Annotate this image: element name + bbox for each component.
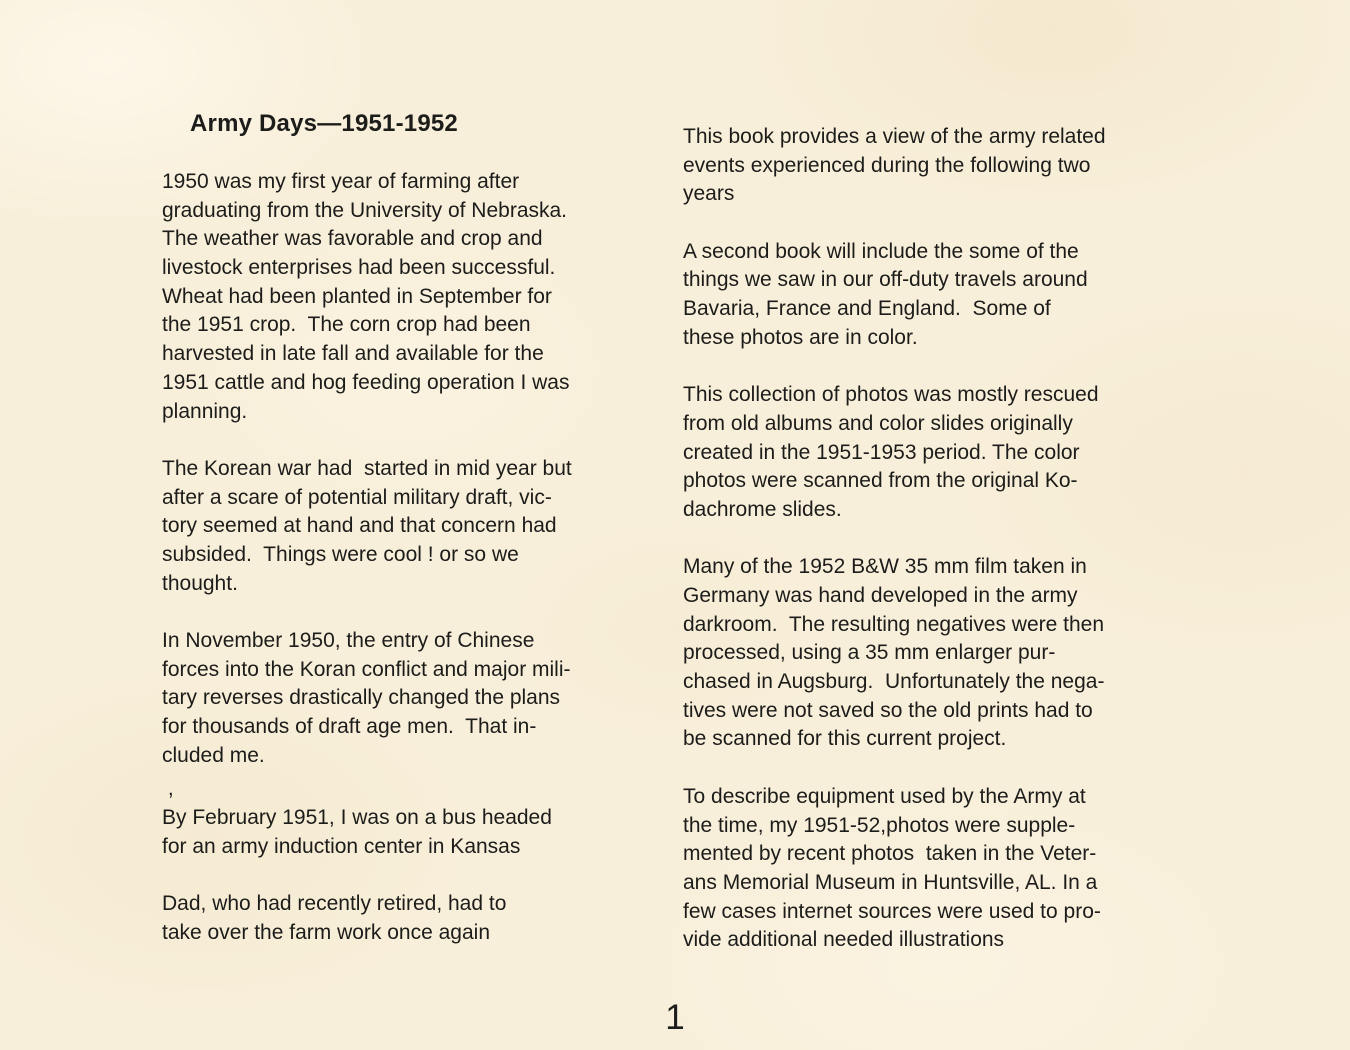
text-line: chased in Augsburg. Unfortunately the nega- (683, 670, 1105, 694)
text-line: dachrome slides. (683, 497, 842, 521)
text-line: events experienced during the following two (683, 153, 1091, 177)
text-line: cluded me. (162, 743, 265, 767)
paragraph (683, 123, 1203, 209)
text-line: The weather was favorable and crop and (162, 227, 543, 251)
text-line: By February 1951, I was on a bus headed (162, 806, 552, 830)
text-line: thought. (162, 571, 238, 595)
text-line: tary reverses drastically changed the plans (162, 686, 561, 710)
right-column (683, 123, 1203, 955)
paragraph (162, 455, 667, 598)
text-line: created in the 1951-1953 period. The color (683, 440, 1080, 464)
text-line: be scanned for this current project. (683, 727, 1007, 751)
paragraph (683, 553, 1203, 754)
text-line: things we saw in our off-duty travels around (683, 268, 1088, 292)
text-line: To describe equipment used by the Army at (683, 784, 1086, 808)
text-line: vide additional needed illustrations (683, 928, 1005, 952)
text-line: In November 1950, the entry of Chinese (162, 629, 535, 652)
text-line: A second book will include the some of the (683, 239, 1079, 263)
page-title: Army Days—1951-1952 (190, 110, 458, 137)
left-column (162, 168, 667, 948)
text-line: tory seemed at hand and that concern had (162, 514, 557, 538)
text-line: darkroom. The resulting negatives were then (683, 612, 1105, 636)
text-line: livestock enterprises had been successful. (162, 256, 556, 280)
page-number: 1 (665, 998, 685, 1037)
text-line: after a scare of potential military draft, vic- (162, 485, 552, 509)
text-line: This collection of photos was mostly rescued (683, 383, 1099, 407)
text-line: Many of the 1952 B&W 35 mm film taken in (683, 555, 1087, 579)
text-line: Dad, who had recently retired, had to (162, 892, 507, 916)
text-line: This book provides a view of the army related (683, 125, 1106, 148)
text-line: Wheat had been planted in September for (162, 284, 552, 308)
text-line: The Korean war had started in mid year but (162, 456, 572, 480)
text-line: the time, my 1951-52,photos were supple- (683, 813, 1076, 837)
text-line: mented by recent photos taken in the Veter- (683, 842, 1097, 866)
text-line: Bavaria, France and England. Some of (683, 297, 1051, 321)
paragraph (683, 238, 1203, 353)
text-line: ans Memorial Museum in Huntsville, AL. In a (683, 870, 1098, 894)
paragraph (162, 775, 667, 861)
text-line: , (162, 777, 174, 801)
paragraph (683, 783, 1203, 955)
text-line: the 1951 crop. The corn crop had been (162, 313, 531, 337)
text-line: years (683, 182, 735, 206)
paragraph (683, 381, 1203, 524)
text-line: 1951 cattle and hog feeding operation I was (162, 370, 570, 394)
text-line: take over the farm work once again (162, 920, 491, 944)
text-line: for thousands of draft age men. That in- (162, 715, 537, 739)
text-line: few cases internet sources were used to pro- (683, 899, 1101, 923)
text-line: Germany was hand developed in the army (683, 584, 1078, 607)
text-line: graduating from the University of Nebraska. (162, 198, 568, 222)
paragraph (162, 168, 667, 426)
text-line: harvested in late fall and available for the (162, 342, 544, 366)
text-line: these photos are in color. (683, 325, 918, 349)
text-line: for an army induction center in Kansas (162, 834, 521, 858)
text-line: from old albums and color slides originally (683, 411, 1073, 435)
text-line: tives were not saved so the old prints had to (683, 698, 1093, 722)
text-line: subsided. Things were cool ! or so we (162, 542, 519, 566)
text-line: planning. (162, 399, 248, 423)
text-line: forces into the Koran conflict and major mili- (162, 657, 571, 681)
paragraph (162, 890, 667, 947)
text-line: 1950 was my first year of farming after (162, 170, 520, 193)
paragraph (162, 627, 667, 770)
text-line: photos were scanned from the original Ko- (683, 469, 1078, 493)
text-line: processed, using a 35 mm enlarger pur- (683, 641, 1056, 665)
